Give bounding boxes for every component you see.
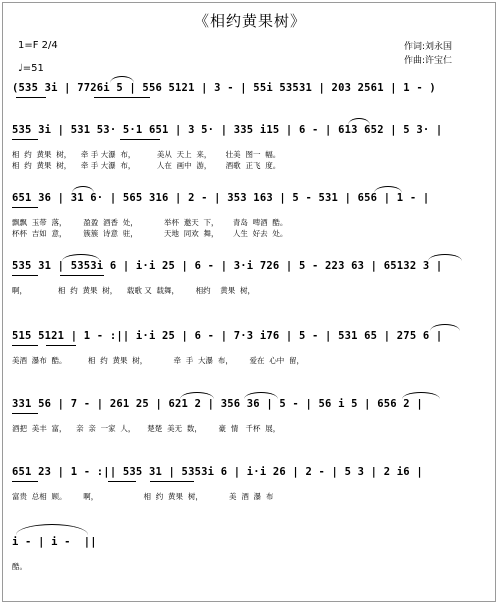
- lyric-verse-2: 相 约 黄果 树， 牵 手 大瀑 布， 人在 画中 游， 酒歌 正飞 度。: [12, 161, 281, 170]
- score-system-5: [12, 328, 490, 368]
- song-title: 《相约黄果树》: [193, 12, 306, 30]
- notation-line: 651 23 | 1 - :|| 535 31 | 5353i 6 | i·i 26 | 2 - | 5 3 | 2 i6 |: [12, 466, 423, 478]
- notation-line: 515 5121 | 1 - :|| i·i 25 | 6 - | 7·3 i76 | 5 - | 531 65 | 275 6 |: [12, 330, 443, 342]
- key-signature: 1=F 2/4: [18, 40, 58, 51]
- score-system-7: [12, 464, 490, 504]
- lyric-line: 富贵 总相 顾。 啊， 相 约 黄果 树， 美 酒 瀑 布: [12, 492, 274, 501]
- composer-credit: 作曲:许宝仁: [404, 56, 453, 66]
- lyric-line: 酷。: [12, 562, 27, 571]
- tempo-marking: ♩=51: [18, 63, 44, 74]
- lyric-verse-2: 杯杯 吉如 意， 簇簇 诗意 驻， 天地 同欢 舞， 人生 好去 处。: [12, 229, 288, 238]
- lyric-verse-1: 飘飘 玉带 落， 盈盈 酒香 处， 举杯 邀天 下， 青岛 啤酒 酷。: [12, 218, 288, 227]
- credits: [404, 42, 452, 70]
- lyricist-credit: 作词:刘永国: [404, 42, 453, 52]
- notation-line: 535 3i | 531 53· 5·1 651 | 3 5· | 335 i15 | 6 - | 613 652 | 5 3· |: [12, 124, 443, 136]
- notation-line: (535 3i | 7726i 5 | 556 5121 | 3 - | 55i 53531 | 203 2561 | 1 - ): [12, 82, 436, 94]
- notation-line: 535 31 | 5353i 6 | i·i 25 | 6 - | 3·i 726 | 5 - 223 63 | 65132 3 |: [12, 260, 443, 272]
- score-system-8: [12, 534, 490, 574]
- lyric-line: 酒把 美丰 富， 亲 亲 一家 人， 楚楚 美无 数， 豪 情 千杯 展，: [12, 424, 281, 433]
- score-system-1: [12, 80, 490, 110]
- score-system-2: [12, 122, 490, 174]
- score-system-3: [12, 190, 490, 242]
- notation-line: 651 36 | 31 6· | 565 316 | 2 - | 353 163 | 5 - 531 | 656 | 1 - |: [12, 192, 430, 204]
- lyric-line: 啊， 相 约 黄果 树， 载歌 又 载舞， 相约 黄果 树，: [12, 286, 255, 295]
- notation-line: i - | i - ||: [12, 536, 97, 548]
- score-system-4: [12, 258, 490, 298]
- lyric-verse-1: 相 约 黄果 树， 牵 手 大瀑 布， 美从 天上 来， 壮美 图一 幅。: [12, 150, 281, 159]
- score-system-6: [12, 396, 490, 436]
- lyric-line: 美酒 瀑布 酷。 相 约 黄果 树， 牵 手 大瀑 布， 爱在 心中 留，: [12, 356, 305, 365]
- notation-line: 331 56 | 7 - | 261 25 | 621 2 | 356 36 | 5 - | 56 i 5 | 656 2 |: [12, 398, 423, 410]
